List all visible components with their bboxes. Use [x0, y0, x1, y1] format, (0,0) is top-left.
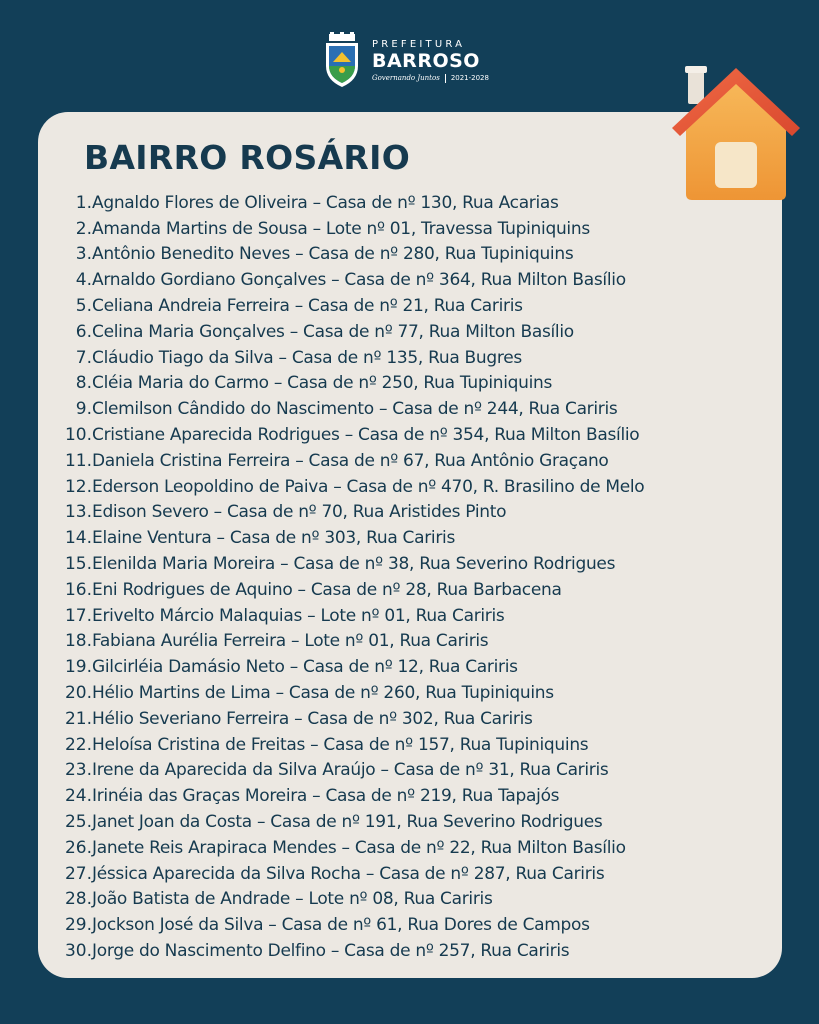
- list-item: [60, 216, 644, 242]
- list-item: [60, 680, 644, 706]
- list-item-number: 8.: [75, 373, 92, 394]
- list-item-text: Janete Reis Arapiraca Mendes – Casa de nº 22, Rua Milton Basílio: [92, 837, 626, 858]
- list-item-text: Edison Severo – Casa de nº 70, Rua Aristides Pinto: [92, 502, 507, 523]
- list-item-number: 14.: [64, 528, 92, 549]
- list-item-text: João Batista de Andrade – Lote nº 08, Rua Cariris: [92, 889, 493, 910]
- list-item: [60, 732, 644, 758]
- list-item-number: 22.: [64, 734, 92, 755]
- list-item: [60, 551, 644, 577]
- list-item: [60, 293, 644, 319]
- list-item: [60, 654, 644, 680]
- list-item-text: Gilcirléia Damásio Neto – Casa de nº 12, Rua Cariris: [92, 657, 518, 678]
- list-item: [60, 474, 644, 500]
- list-item: [60, 190, 644, 216]
- house-icon: [668, 62, 804, 204]
- list-item: [60, 861, 644, 887]
- list-item-number: 21.: [64, 708, 92, 729]
- list-item-number: 24.: [64, 786, 92, 807]
- list-item-text: Celiana Andreia Ferreira – Casa de nº 21, Rua Cariris: [92, 296, 523, 317]
- list-item: [60, 577, 644, 603]
- list-item-number: 5.: [75, 296, 92, 317]
- list-item-text: Jorge do Nascimento Delfino – Casa de nº 257, Rua Cariris: [92, 941, 570, 961]
- list-item-number: 26.: [64, 837, 92, 858]
- list-item: [60, 500, 644, 526]
- logo: [322, 30, 489, 92]
- list-item-number: 3.: [75, 244, 92, 265]
- list-item-text: Elaine Ventura – Casa de nº 303, Rua Cariris: [92, 528, 456, 549]
- list-item-number: 11.: [64, 450, 92, 471]
- list-item-number: 4.: [75, 270, 92, 291]
- list-item-number: 2.: [75, 218, 92, 239]
- list-item-number: 12.: [64, 476, 92, 497]
- list-item-text: Elenilda Maria Moreira – Casa de nº 38, Rua Severino Rodrigues: [92, 554, 616, 575]
- list-item: [60, 887, 644, 913]
- list-item: [60, 783, 644, 809]
- residents-list: [60, 190, 644, 964]
- list-item-text: Cléia Maria do Carmo – Casa de nº 250, Rua Tupiniquins: [92, 373, 553, 394]
- list-item-number: 18.: [64, 631, 92, 652]
- list-item-number: 6.: [75, 321, 92, 342]
- list-item-text: Clemilson Cândido do Nascimento – Casa de nº 244, Rua Cariris: [92, 399, 618, 420]
- list-item-text: Irinéia das Graças Moreira – Casa de nº 219, Rua Tapajós: [92, 786, 560, 807]
- list-item: [60, 706, 644, 732]
- list-item-text: Erivelto Márcio Malaquias – Lote nº 01, Rua Cariris: [92, 605, 505, 626]
- logo-main-text: BARROSO: [372, 49, 480, 72]
- list-item-text: Eni Rodrigues de Aquino – Casa de nº 28, Rua Barbacena: [92, 579, 562, 600]
- list-item-text: Jockson José da Silva – Casa de nº 61, Rua Dores de Campos: [92, 915, 590, 936]
- list-item: [60, 525, 644, 551]
- list-item-number: 23.: [64, 760, 92, 781]
- list-item-text: Celina Maria Gonçalves – Casa de nº 77, Rua Milton Basílio: [92, 321, 574, 342]
- list-item-number: 19.: [64, 657, 92, 678]
- list-item-number: 16.: [64, 579, 92, 600]
- list-item: [60, 267, 644, 293]
- list-item-number: 15.: [64, 554, 92, 575]
- list-item-text: Jéssica Aparecida da Silva Rocha – Casa de nº 287, Rua Cariris: [92, 863, 605, 884]
- list-item-number: 28.: [64, 889, 92, 910]
- list-item-text: Fabiana Aurélia Ferreira – Lote nº 01, Rua Cariris: [92, 631, 489, 652]
- list-item-text: Cláudio Tiago da Silva – Casa de nº 135, Rua Bugres: [92, 347, 522, 368]
- list-item-number: 13.: [64, 502, 92, 523]
- list-item-text: Arnaldo Gordiano Gonçalves – Casa de nº 364, Rua Milton Basílio: [92, 270, 626, 291]
- list-item: [60, 809, 644, 835]
- list-item-text: Amanda Martins de Sousa – Lote nº 01, Travessa Tupiniquins: [92, 218, 590, 239]
- list-item: [60, 448, 644, 474]
- list-item: [60, 242, 644, 268]
- list-item: [60, 603, 644, 629]
- list-item-number: 25.: [64, 812, 92, 833]
- list-item-number: 30.: [64, 941, 92, 961]
- list-item-text: Irene da Aparecida da Silva Araújo – Casa de nº 31, Rua Cariris: [92, 760, 609, 781]
- list-item-number: 10.: [64, 425, 92, 446]
- list-item: [60, 371, 644, 397]
- list-item-number: 27.: [64, 863, 92, 884]
- list-item-number: 7.: [75, 347, 92, 368]
- logo-years: 2021-2028: [450, 73, 489, 82]
- list-item: [60, 319, 644, 345]
- list-item-text: Antônio Benedito Neves – Casa de nº 280, Rua Tupiniquins: [92, 244, 574, 265]
- list-item: [60, 912, 644, 938]
- list-item-number: 9.: [75, 399, 92, 420]
- list-item: [60, 758, 644, 784]
- crest-icon: [322, 32, 362, 90]
- logo-slogan: Governando Juntos: [372, 73, 440, 82]
- list-item-number: 29.: [64, 915, 92, 936]
- list-item-number: 20.: [64, 683, 92, 704]
- list-item: [60, 629, 644, 655]
- list-item: [60, 422, 644, 448]
- logo-separator: [445, 74, 446, 83]
- list-item-text: Agnaldo Flores de Oliveira – Casa de nº 130, Rua Acarias: [92, 192, 559, 213]
- page-title: BAIRRO ROSÁRIO: [84, 138, 411, 177]
- logo-top-text: PREFEITURA: [372, 38, 466, 50]
- list-item: [60, 938, 644, 964]
- list-item-text: Ederson Leopoldino de Paiva – Casa de nº 470, R. Brasilino de Melo: [92, 476, 645, 497]
- list-item-text: Janet Joan da Costa – Casa de nº 191, Rua Severino Rodrigues: [92, 812, 603, 833]
- list-item: [60, 396, 644, 422]
- list-item-text: Cristiane Aparecida Rodrigues – Casa de nº 354, Rua Milton Basílio: [92, 425, 640, 446]
- list-item-text: Heloísa Cristina de Freitas – Casa de nº 157, Rua Tupiniquins: [92, 734, 589, 755]
- list-item-text: Daniela Cristina Ferreira – Casa de nº 67, Rua Antônio Graçano: [92, 450, 609, 471]
- list-item-number: 1.: [75, 192, 92, 213]
- list-item-text: Hélio Severiano Ferreira – Casa de nº 302, Rua Cariris: [92, 708, 533, 729]
- list-item: [60, 835, 644, 861]
- list-item: [60, 345, 644, 371]
- list-item-text: Hélio Martins de Lima – Casa de nº 260, Rua Tupiniquins: [92, 683, 554, 704]
- list-item-number: 17.: [64, 605, 92, 626]
